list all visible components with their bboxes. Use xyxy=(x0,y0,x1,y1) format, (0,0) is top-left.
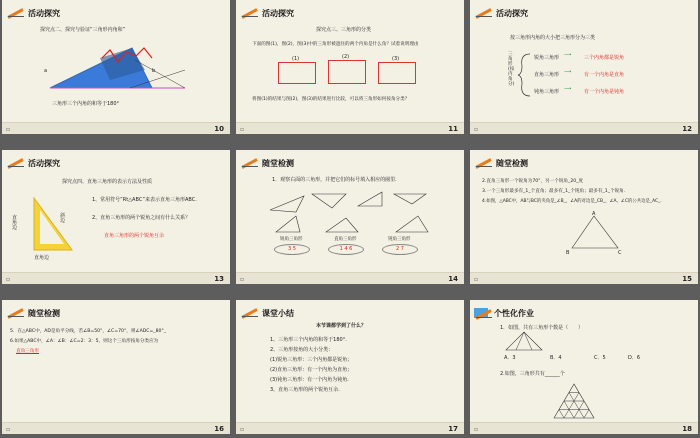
desc-right: 有一个内角是直角 xyxy=(584,72,625,78)
slide-number: 18 xyxy=(682,425,692,433)
summary-question: 本节课都学到了什么？ xyxy=(316,323,367,329)
slide-12[interactable]: 活动探究 按三角形内角的大小把三角形分为三类 三角形(按内角分) 锐角三角形 直角三角形 钝角三角形 ⟶ ⟶ ⟶ 三个内角都是锐角 有一个内角是直角 有一个内角是钝角 ▫ 12 xyxy=(470,0,698,134)
triangle-set xyxy=(266,188,436,234)
leg-label: 直角边 xyxy=(34,255,50,261)
slide-header xyxy=(6,306,60,320)
slide-title: 活动探究 xyxy=(262,8,294,18)
slide-title: 随堂检测 xyxy=(496,158,528,168)
slide-title: 课堂小结 xyxy=(262,308,294,318)
slide-18[interactable]: 个性化作业 1．如图，共有三角形个数是（ ） A．3 B．4 C．5 D．6 2.如图，三角形共有______个 ▫ 18 xyxy=(470,300,698,434)
slide-16[interactable]: 随堂检测 5．在△ABC中，AD是角平分线，若∠B=50°，∠C=70°，则∠ADC=_80°_ 6.如果△ABC中，∠A：∠B：∠C=2：3：5，则这个三角形按角分类应为 直角三角形 ▫ 16 xyxy=(2,300,230,434)
answer-oval: 2 7 xyxy=(382,244,418,255)
choice-b: B．4 xyxy=(550,355,562,361)
category-label: 直角三角形 xyxy=(334,237,357,242)
hidden-triangle-1 xyxy=(278,62,316,84)
triangle-abc xyxy=(566,210,626,256)
slide-number: 15 xyxy=(682,275,692,283)
vertex-label: A xyxy=(592,211,596,217)
hidden-triangle-2 xyxy=(328,60,366,84)
slide-number: 14 xyxy=(448,275,458,283)
type-obtuse: 钝角三角形 xyxy=(534,89,560,95)
text-line: 按三角形内角的大小把三角形分为三类 xyxy=(510,35,596,41)
text-line: 2、直角三角形的两个锐角之间有什么关系？ xyxy=(92,215,191,221)
slide-title: 随堂检测 xyxy=(28,308,60,318)
text-line: 3、直角三角形的两个锐角互余. xyxy=(270,387,340,393)
type-right: 直角三角形 xyxy=(534,72,560,78)
text-line: 三角形三个内角的和等于180° xyxy=(52,101,120,107)
slide-number: 10 xyxy=(214,125,224,133)
text-line: 4.如图，△ABC中，AB与BC的夹角是_∠B_，∠A的对边是_CB_，∠A、∠C的公共边是_AC_. xyxy=(482,199,662,204)
slide-15[interactable]: 随堂检测 2.直角三角形一个锐角为70°，另一个锐角_20_度 3.一个三角形最多有_1_个直角；最多有_1_个钝角；最多有_1_个锐角. 4.如图，△ABC中，AB与BC的夹角是_∠B_，∠A的对边是_CB_，∠A、∠C的公共边是_AC_. A B C ▫ 15 xyxy=(470,150,698,284)
pencil-icon xyxy=(6,7,26,19)
slide-title: 随堂检测 xyxy=(262,158,294,168)
text-line: 3.一个三角形最多有_1_个直角；最多有_1_个钝角；最多有_1_个锐角. xyxy=(482,189,626,194)
text-line: 2.直角三角形一个锐角为70°，另一个锐角_20_度 xyxy=(482,179,584,184)
pencil-icon xyxy=(6,307,26,319)
vertex-label: a xyxy=(44,68,48,74)
desc-obtuse: 有一个内角是钝角 xyxy=(584,89,625,95)
text-line: 探究点四、直角三角形的表示方法及性质 xyxy=(62,179,153,185)
pencil-icon xyxy=(474,7,494,19)
slide-number: 11 xyxy=(448,125,458,133)
answer-oval: 1 4 6 xyxy=(328,244,364,255)
slide-number: 12 xyxy=(682,125,692,133)
pencil-icon xyxy=(240,307,260,319)
text-line: 1．如图，共有三角形个数是（ ） xyxy=(500,325,584,331)
answer-text: 直角三角形的两个锐角互余 xyxy=(104,233,165,239)
slide-header xyxy=(240,6,294,20)
hidden-triangle-3 xyxy=(378,62,416,84)
vertex-label: b xyxy=(152,68,156,74)
pencil-icon xyxy=(240,157,260,169)
text-line: 5．在△ABC中，AD是角平分线，若∠B=50°，∠C=70°，则∠ADC=_80°_ xyxy=(10,329,167,334)
text-line: 探究点二、探究与验证“三角形内角和” xyxy=(40,27,126,33)
text-line: 1、常用符号“Rt△ABC”来表示直角三角形ABC. xyxy=(92,197,197,203)
slide-title: 个性化作业 xyxy=(494,308,534,318)
fig-label: (1) xyxy=(292,56,300,62)
slide-14[interactable]: 随堂检测 1．观察右面的三角形，并把它们的标号填入相应的圈里. 锐角三角形 直角三角形 钝角三角形 3 5 1 4 6 2 7 ▫ 14 xyxy=(236,150,464,284)
slide-number: 16 xyxy=(214,425,224,433)
text-line: 1、三角形三个内角的和等于180°. xyxy=(270,337,347,343)
text-line: 将图(1)的结果与图(2)，图(3)的结果进行比较，可以将三角形如何按角分类？ xyxy=(252,97,410,102)
slide-number: 17 xyxy=(448,425,458,433)
triangle-grid-figure xyxy=(552,382,596,420)
text-line: (3)钝角三角形：有一个内角为钝角. xyxy=(270,377,349,383)
slide-title: 活动探究 xyxy=(28,158,60,168)
text-line: (1)锐角三角形：三个内角都是锐角； xyxy=(270,357,353,363)
triangle-diagram xyxy=(40,40,190,92)
text-line: 下面的图(1)，图(2)，图(3)中的三角形被遮住的两个内角是什么角？试着说明理由 xyxy=(252,42,419,47)
answer-text: 直角三角形 xyxy=(16,349,39,354)
slide-17[interactable]: 课堂小结 本节课都学到了什么？ 1、三角形三个内角的和等于180°. 2、三角形按角的大小分类： (1)锐角三角形：三个内角都是锐角； (2)直角三角形：有一个内角为直角； (3)钝角三角形：有一个内角为钝角. 3、直角三角形的两个锐角互余. ▫ 17 xyxy=(236,300,464,434)
pencil-icon xyxy=(474,157,494,169)
slide-11[interactable]: 活动探究 探究点三、三角形的分类 下面的图(1)，图(2)，图(3)中的三角形被遮住的两个内角是什么角？试着说明理由 (1) (2) (3) 将图(1)的结果与图(2)，图(3)的结果进行比较，可以将三角形如何按角分类？ ▫ 11 xyxy=(236,0,464,134)
vertex-label: B xyxy=(566,250,570,256)
leg-label: 直角边 xyxy=(12,215,18,231)
type-acute: 锐角三角形 xyxy=(534,55,560,61)
choice-c: C．5 xyxy=(594,355,606,361)
text-line: 6.如果△ABC中，∠A：∠B：∠C=2：3：5，则这个三角形按角分类应为 xyxy=(10,339,159,344)
slide-title: 活动探究 xyxy=(496,8,528,18)
brace-icon xyxy=(516,52,536,98)
slide-title: 活动探究 xyxy=(28,8,60,18)
category-label: 三角形(按内角分) xyxy=(508,52,515,87)
right-triangle-diagram xyxy=(26,196,76,254)
category-label: 钝角三角形 xyxy=(388,237,411,242)
fig-label: (3) xyxy=(392,56,400,62)
slide-header xyxy=(474,156,528,170)
slide-header xyxy=(240,306,294,320)
text-line: 2、三角形按角的大小分类： xyxy=(270,347,334,353)
slide-number: 13 xyxy=(214,275,224,283)
answer-oval: 3 5 xyxy=(274,244,310,255)
text-line: 1．观察右面的三角形，并把它们的标号填入相应的圈里. xyxy=(272,177,397,183)
desc-acute: 三个内角都是锐角 xyxy=(584,55,625,61)
hypotenuse-label: 斜边 xyxy=(60,213,66,224)
pencil-icon xyxy=(6,157,26,169)
slide-header xyxy=(474,306,534,320)
choice-d: D．6 xyxy=(628,355,641,361)
slide-header xyxy=(240,156,294,170)
choice-a: A．3 xyxy=(504,355,516,361)
pencil-icon xyxy=(240,7,260,19)
text-line: (2)直角三角形：有一个内角为直角； xyxy=(270,367,353,373)
triangle-count-figure xyxy=(504,330,544,352)
slide-13[interactable]: 活动探究 探究点四、直角三角形的表示方法及性质 1、常用符号“Rt△ABC”来表示直角三角形ABC. 2、直角三角形的两个锐角之间有什么关系？ 直角三角形的两个锐角互余 直角边 斜边 直角边 ▫ 13 xyxy=(2,150,230,284)
vertex-label: C xyxy=(618,250,622,256)
slide-header xyxy=(474,6,528,20)
slide-header xyxy=(6,6,60,20)
fig-label: (2) xyxy=(342,54,350,60)
slide-header xyxy=(6,156,60,170)
text-line: 2.如图，三角形共有______个 xyxy=(500,371,565,377)
slide-10[interactable]: 活动探究 探究点二、探究与验证“三角形内角和” a b 三角形三个内角的和等于180° ▫ 10 xyxy=(2,0,230,134)
text-line: 探究点三、三角形的分类 xyxy=(316,27,372,33)
category-label: 锐角三角形 xyxy=(280,237,303,242)
pencil-icon xyxy=(474,308,488,318)
